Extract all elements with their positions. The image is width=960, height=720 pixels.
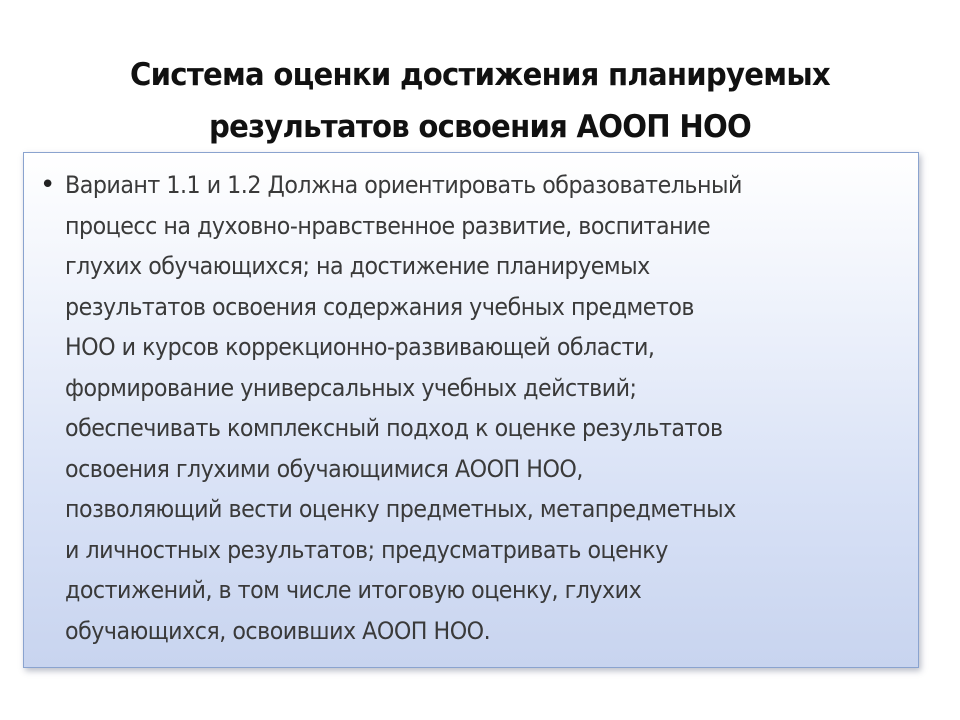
bullet-text-line-11: достижений, в том числе итоговую оценку, глухих [65, 576, 642, 604]
bullet-text-line-6: формирование универсальных учебных действий; [65, 373, 637, 402]
bullet-text-line-8: освоения глухими обучающимися АООП НОО, [65, 454, 583, 483]
bullet-dot-icon: • [40, 170, 56, 200]
content-box [23, 152, 919, 668]
bullet-item [40, 165, 797, 651]
slide-title [66, 49, 893, 153]
bullet-text-line-12: обучающихся, освоивших АООП НОО. [65, 616, 491, 645]
bullet-text-line-4: результатов освоения содержания учебных предметов [65, 292, 694, 321]
slide-title-line-2: результатов освоения АООП НОО [208, 108, 752, 145]
bullet-text-line-7: обеспечивать комплексный подход к оценке результатов [65, 414, 723, 442]
bullet-text-line-5: НОО и курсов коррекционно-развивающей области, [65, 333, 655, 361]
bullet-list [40, 165, 797, 651]
bullet-text-line-9: позволяющий вести оценку предметных, метапредметных [65, 495, 736, 523]
bullet-text-line-2: процесс на духовно-нравственное развитие, воспитание [65, 211, 711, 240]
bullet-text-line-3: глухих обучающихся; на достижение планируемых [65, 252, 650, 280]
bullet-text-line-1: Вариант 1.1 и 1.2 Должна ориентировать образовательный [65, 171, 742, 199]
bullet-text-line-10: и личностных результатов; предусматривать оценку [65, 535, 668, 564]
slide-title-line-1: Система оценки достижения планируемых [130, 56, 830, 93]
